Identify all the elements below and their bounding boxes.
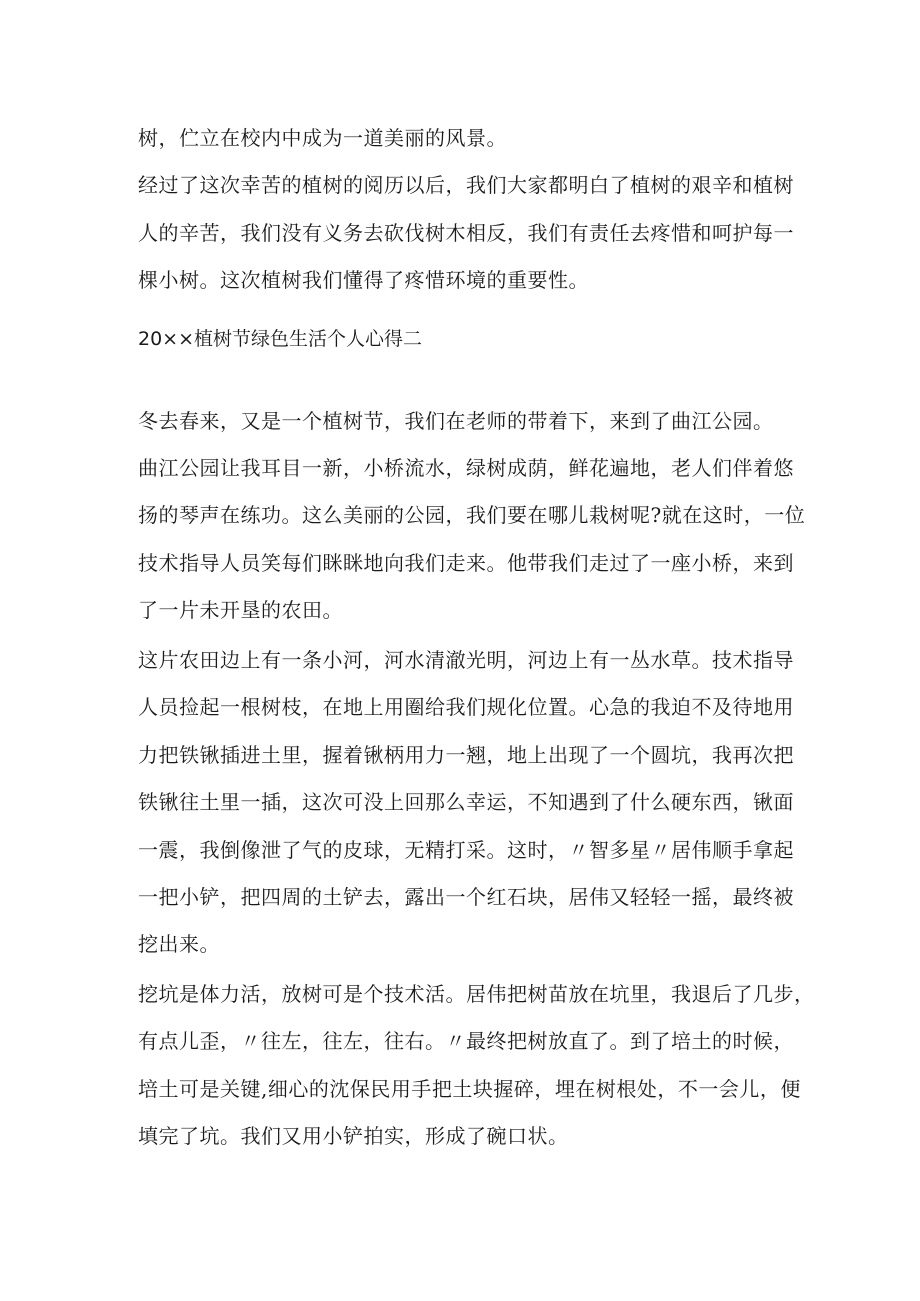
text-line: 培土可是关键,细心的沈保民用手把土块握碎，埋在树根处，不一会儿，便 (138, 1077, 801, 1101)
text-line: 人员捡起一根树枝，在地上用圈给我们规化位置。心急的我迫不及待地用 (138, 695, 794, 719)
text-line: 铁锹往土里一插，这次可没上回那么幸运，不知遇到了什么硬东西，锹面 (138, 790, 794, 814)
text-line: 一把小铲，把四周的土铲去，露出一个红石块，居伟又轻轻一摇，最终被 (138, 885, 794, 909)
text-line: 一震，我倒像泄了气的皮球，无精打采。这时，〃智多星〃居伟顺手拿起 (138, 838, 794, 862)
text-line: 树，伫立在校内中成为一道美丽的风景。 (138, 126, 507, 150)
text-line: 冬去春来，又是一个植树节，我们在老师的带着下，来到了曲江公园。 (138, 409, 774, 433)
text-line: 棵小树。这次植树我们懂得了疼惜环境的重要性。 (138, 268, 589, 292)
text-line: 技术指导人员笑每们眯眯地向我们走来。他带我们走过了一座小桥，来到 (138, 551, 794, 575)
text-line: 这片农田边上有一条小河，河水清澈光明，河边上有一丛水草。技术指导 (138, 648, 794, 672)
text-line: 经过了这次幸苦的植树的阅历以后，我们大家都明白了植树的艰辛和植树 (138, 173, 794, 197)
text-line: 了一片未开垦的农田。 (138, 598, 343, 622)
text-line: 人的辛苦，我们没有义务去砍伐树木相反，我们有责任去疼惜和呵护每一 (138, 221, 794, 245)
section-heading: 20××植树节绿色生活个人心得二 (138, 328, 423, 350)
text-line: 填完了坑。我们又用小铲拍实，形成了碗口状。 (138, 1124, 569, 1148)
text-line: 有点儿歪，〃往左，往左，往右。〃最终把树放直了。到了培土的时候， (138, 1029, 794, 1053)
text-line: 挖出来。 (138, 932, 220, 956)
text-line: 挖坑是体力活，放树可是个技术活。居伟把树苗放在坑里，我退后了几步， (138, 982, 815, 1006)
text-line: 曲江公园让我耳目一新，小桥流水，绿树成荫，鲜花遍地，老人们伴着悠 (138, 456, 794, 480)
text-line: 力把铁锹插进土里，握着锹柄用力一翘，地上出现了一个圆坑，我再次把 (138, 743, 794, 767)
text-line: 扬的琴声在练功。这么美丽的公园，我们要在哪儿栽树呢?就在这时，一位 (138, 503, 806, 527)
